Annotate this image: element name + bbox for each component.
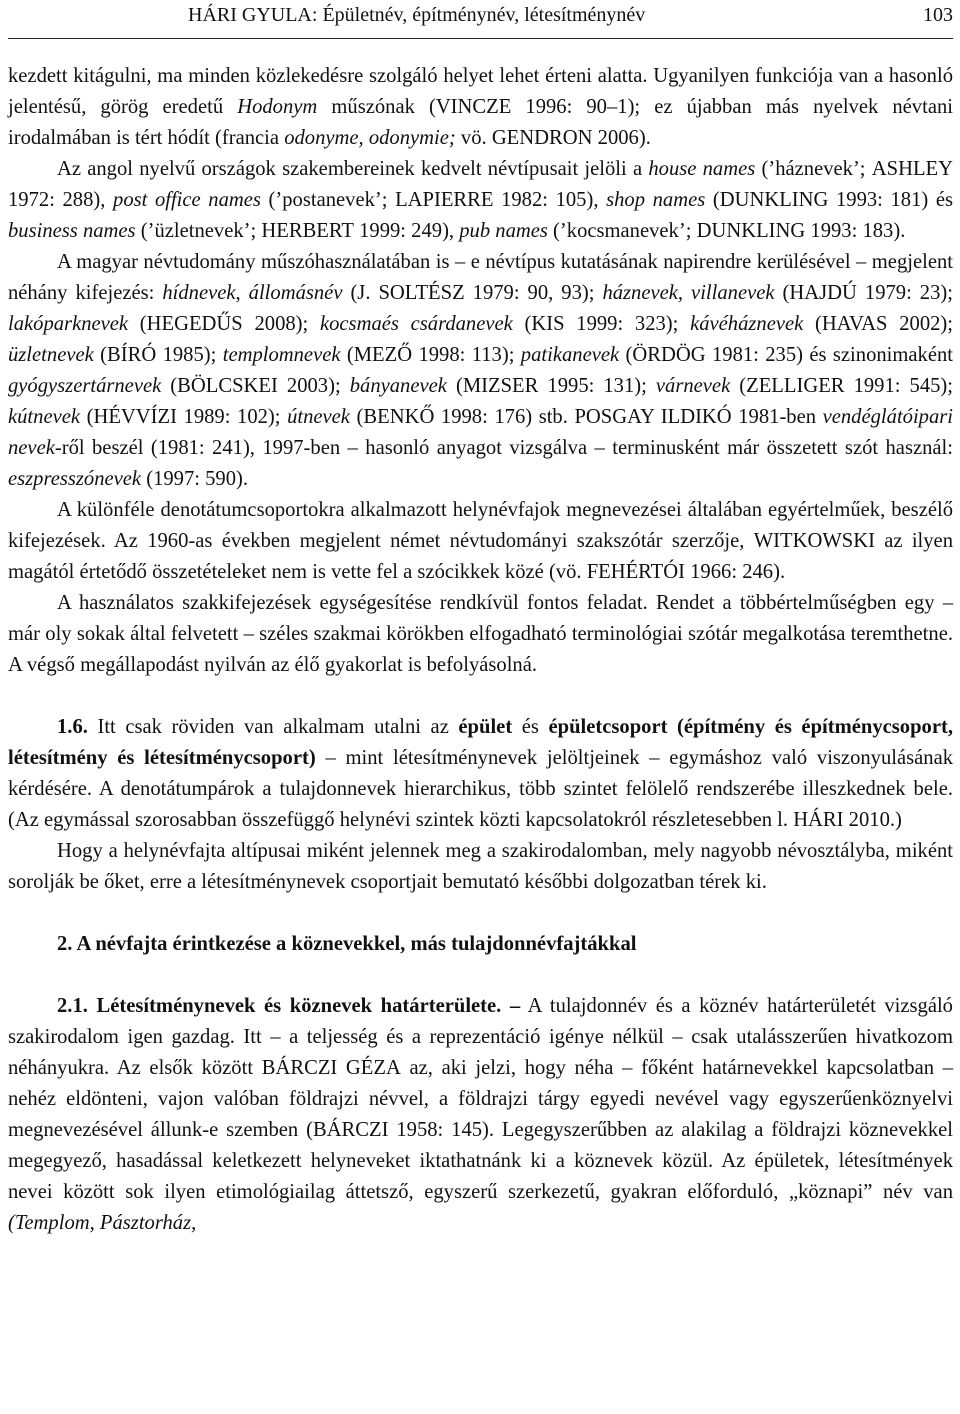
section-heading: 2. A névfajta érintkezése a köznevekkel, más tulajdonnévfajtákkal (57, 933, 637, 955)
paragraph-3: A magyar névtudomány műszóhasználatában is – e névtípus kutatásának napirendre kerülésével – megjelent néhány kifejezés: hídnevek, állomásnév (J. SOLTÉSZ 1979: 90, 93); háznevek, villanevek (HAJDÚ 1979: 23); lakóparknevek (HEGEDŰS 2008); kocsmaés csárdanevek (KIS 1999: 323); kávéháznevek (HAVAS 2002); üzletnevek (BÍRÓ 1985); templomnevek (MEZŐ 1998: 113); patikanevek (ÖRDÖG 1981: 235) és szinonimaként gyógyszertárnevek (BÖLCSKEI 2003); bányanevek (MIZSER 1995: 131); várnevek (ZELLIGER 1991: 545); kútnevek (HÉVVÍZI 1989: 102); útnevek (BENKŐ 1998: 176) stb. POSGAY ILDIKÓ 1981-ben vendéglátóipari nevek-ről beszél (1981: 241), 1997-ben – hasonló anyagot vizsgálva – terminusként már összetett szót használ: eszpresszónevek (1997: 590). (8, 251, 954, 490)
header-article-title: Épületnév, építménynév, létesítménynév (322, 4, 646, 26)
header-author: HÁRI GYULA: (188, 4, 318, 26)
paragraph-2: Az angol nyelvű országok szakembereinek kedvelt névtípusait jelöli a house names (’háznevek’; ASHLEY 1972: 288), post office names (’postanevek’; LAPIERRE 1982: 105), shop names (DUNKLING 1993: 181) és business names (’üzletnevek’; HERBERT 1999: 249), pub names (’kocsmanevek’; DUNKLING 1993: 183). (8, 158, 953, 242)
paragraph-8: 2.1. Létesítménynevek és köznevek határterülete. – A tulajdonnév és a köznév határterületét vizsgáló szakirodalom igen gazdag. Itt – a teljesség és a reprezentáció igénye nélkül – csak utalásszerűen hivatkozom néhányukra. Az elsők között BÁRCZI GÉZA az, aki jelzi, hogy néha – főként határnevekkel kapcsolatban – nehéz eldönteni, vajon valóban földrajzi névvel, a földrajzi tárgy egyedi nevével vagy egyszerűenköznyelvi megnevezésével állunk-e szemben (BÁRCZI 1958: 145). Legegyszerűbben az alakilag a földrajzi köznevekkel megegyező, hasadással keletkezett helyneveket iktathatnánk ki a köznevek közül. Az épületek, létesítmények nevei között sok ilyen etimológiailag áttetsző, egyszerű szerkezetű, gyakran előforduló, „köznapi” név van (Templom, Pásztorház, (8, 995, 953, 1234)
paragraph-6: 1.6. Itt csak röviden van alkalmam utalni az épület és épületcsoport (építmény és építménycsoport, létesítmény és létesítménycsoport) – mint létesítménynevek jelöltjeinek – egymáshoz való viszonyulásának kérdésére. A denotátumpárok a tulajdonnevek hierarchikus, több szintet felölelő rendszerébe illeszkednek bele. (Az egymással szorosabban összefüggő helynévi szintek közti kapcsolatokról részletesebben l. HÁRI 2010.) (8, 716, 954, 831)
paragraph-7: Hogy a helynévfajta altípusai miként jelennek meg a szakirodalomban, mely nagyobb névosztályba, miként sorolják be őket, erre a létesítménynevek csoportjait bemutató későbbi dolgozatban térek ki. (8, 840, 953, 893)
paragraph-5: A használatos szakkifejezések egységesítése rendkívül fontos feladat. Rendet a többértelműségben egy – már oly sokak által felvetett – széles szakmai körökben elfogadható terminológiai szótár megalkotása teremthetne. A végső megállapodást nyilván az élő gyakorlat is befolyásolná. (8, 592, 953, 676)
running-header (8, 0, 953, 39)
section-gap (8, 898, 953, 929)
document-page (8, 0, 953, 1239)
body-text (8, 39, 953, 1239)
header-title (188, 4, 645, 27)
paragraph-4: A különféle denotátumcsoportokra alkalmazott helynévfajok megnevezései általában egyértelműek, beszélő kifejezések. Az 1960-as években megjelent német névtudományi szakszótár szerzője, WITKOWSKI az ilyen magától értetődő összetételeket nem is vette fel a szócikkek közé (vö. FEHÉRTÓI 1966: 246). (8, 499, 953, 583)
page-number: 103 (923, 4, 953, 26)
section-gap (8, 681, 953, 712)
paragraph-1: kezdett kitágulni, ma minden közlekedésre szolgáló helyet lehet érteni alatta. Ugyanilyen funkciója van a hasonló jelentésű, görög eredetű Hodonym műszónak (VINCZE 1996: 90–1); ez újabban más nyelvek névtani irodalmában is tért hódít (francia odonyme, odonymie; vö. GENDRON 2006). (8, 65, 953, 149)
section-gap (8, 960, 953, 991)
